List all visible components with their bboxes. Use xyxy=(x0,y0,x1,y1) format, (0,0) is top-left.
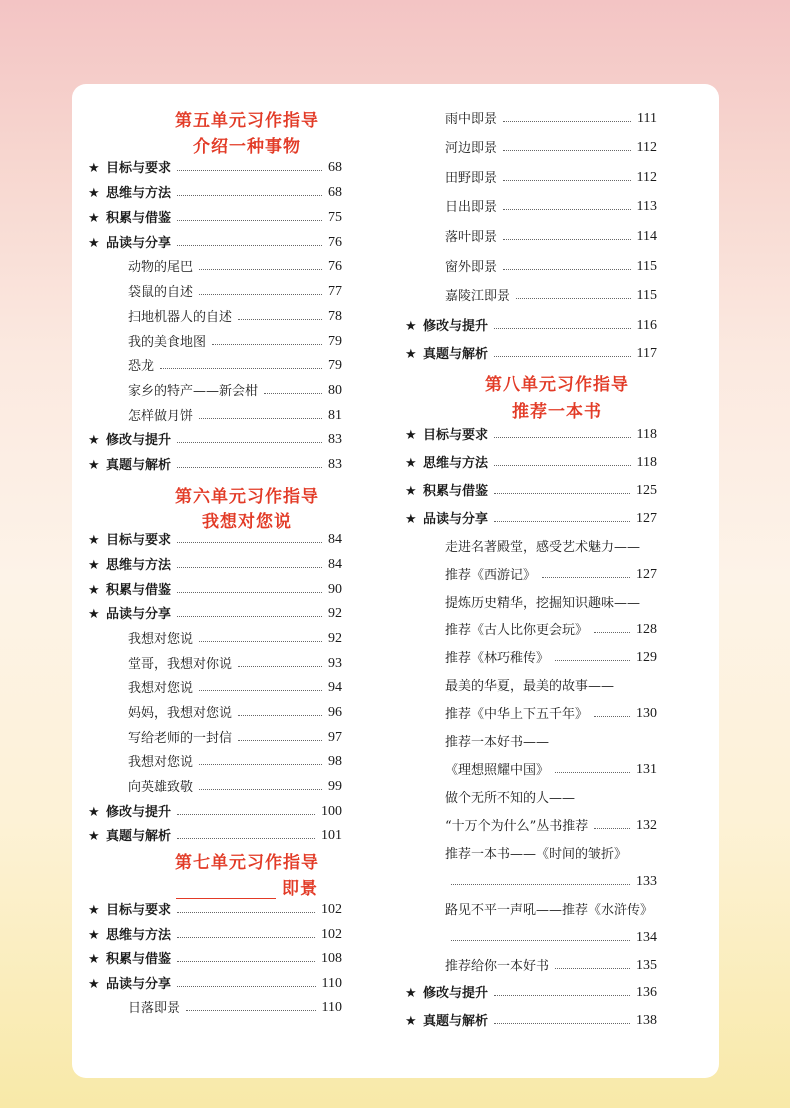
toc-entry[interactable]: 日落即景 110 xyxy=(128,1000,342,1016)
toc-entry[interactable]: 推荐《中华上下五千年》 130 xyxy=(445,706,657,722)
toc-entry[interactable]: 袋鼠的自述 77 xyxy=(128,284,342,300)
toc-entry[interactable]: ★ 思维与方法 118 xyxy=(405,455,657,471)
toc-entry[interactable]: 推荐《林巧稚传》 129 xyxy=(445,650,657,666)
toc-entry[interactable]: 我的美食地图 79 xyxy=(128,334,342,350)
toc-entry[interactable]: 田野即景 112 xyxy=(445,170,657,186)
toc-card xyxy=(72,84,719,1078)
star-icon: ★ xyxy=(88,533,100,548)
toc-entry[interactable]: ★ 积累与借鉴 90 xyxy=(88,582,342,598)
star-icon: ★ xyxy=(88,211,100,226)
unit6-subheading: 我想对您说 xyxy=(202,512,292,532)
star-icon: ★ xyxy=(88,928,100,943)
star-icon: ★ xyxy=(88,829,100,844)
star-icon: ★ xyxy=(405,512,417,527)
star-icon: ★ xyxy=(88,903,100,918)
star-icon: ★ xyxy=(88,236,100,251)
toc-entry[interactable]: 推荐给你一本好书 135 xyxy=(445,958,657,974)
toc-entry[interactable]: ★ 思维与方法 68 xyxy=(88,185,342,201)
toc-entry[interactable]: 怎样做月饼 81 xyxy=(128,408,342,424)
star-icon: ★ xyxy=(88,583,100,598)
unit7-heading: 第七单元习作指导 xyxy=(175,853,319,873)
star-icon: ★ xyxy=(405,456,417,471)
toc-entry[interactable]: ★ 品读与分享 76 xyxy=(88,235,342,251)
toc-entry[interactable]: 落叶即景 114 xyxy=(445,229,657,245)
toc-entry[interactable]: 我想对您说 94 xyxy=(128,680,342,696)
toc-entry-line[interactable]: 走进名著殿堂，感受艺术魅力—— xyxy=(445,540,641,555)
toc-entry[interactable]: 我想对您说 92 xyxy=(128,631,342,647)
star-icon: ★ xyxy=(88,186,100,201)
toc-entry[interactable]: 134 xyxy=(445,922,657,946)
toc-entry[interactable]: ★ 品读与分享 110 xyxy=(88,976,342,992)
toc-entry[interactable]: ★ 积累与借鉴 125 xyxy=(405,483,657,499)
toc-entry[interactable]: ★ 目标与要求 118 xyxy=(405,427,657,443)
unit8-subheading: 推荐一本书 xyxy=(512,402,602,422)
toc-entry[interactable]: ★ 思维与方法 102 xyxy=(88,927,342,943)
toc-entry[interactable]: ★ 修改与提升 136 xyxy=(405,985,657,1001)
toc-entry[interactable]: ★ 目标与要求 102 xyxy=(88,902,342,918)
toc-entry[interactable]: ★ 修改与提升 100 xyxy=(88,804,342,820)
toc-entry[interactable]: ★ 修改与提升 116 xyxy=(405,318,657,334)
toc-entry[interactable]: 写给老师的一封信 97 xyxy=(128,730,342,746)
toc-entry[interactable]: 河边即景 112 xyxy=(445,140,657,156)
toc-entry[interactable]: 堂哥，我想对你说 93 xyxy=(128,656,342,672)
toc-entry-line[interactable]: 最美的华夏，最美的故事—— xyxy=(445,679,615,694)
star-icon: ★ xyxy=(88,952,100,967)
star-icon: ★ xyxy=(88,458,100,473)
star-icon: ★ xyxy=(405,986,417,1001)
star-icon: ★ xyxy=(88,805,100,820)
toc-entry[interactable]: 恐龙 79 xyxy=(128,358,342,374)
toc-entry-line[interactable]: 推荐一本书——《时间的皱折》 xyxy=(445,847,628,862)
toc-entry[interactable]: ★ 积累与借鉴 108 xyxy=(88,951,342,967)
unit7-subheading: 即景 xyxy=(102,874,392,899)
unit8-heading: 第八单元习作指导 xyxy=(485,375,629,395)
toc-entry[interactable]: ★ 真题与解析 83 xyxy=(88,457,342,473)
toc-entry[interactable]: ★ 真题与解析 138 xyxy=(405,1013,657,1029)
unit6-heading: 第六单元习作指导 xyxy=(175,487,319,507)
star-icon: ★ xyxy=(88,558,100,573)
toc-entry[interactable]: ★ 思维与方法 84 xyxy=(88,557,342,573)
star-icon: ★ xyxy=(88,607,100,622)
toc-entry[interactable]: 扫地机器人的自述 78 xyxy=(128,309,342,325)
toc-entry[interactable]: ★ 积累与借鉴 75 xyxy=(88,210,342,226)
toc-entry-line[interactable]: 提炼历史精华，挖掘知识趣味—— xyxy=(445,596,641,611)
toc-entry[interactable]: ★ 品读与分享 127 xyxy=(405,511,657,527)
toc-entry[interactable]: 133 xyxy=(445,866,657,890)
star-icon: ★ xyxy=(405,319,417,334)
toc-entry[interactable]: 嘉陵江即景 115 xyxy=(445,288,657,304)
toc-entry[interactable]: 雨中即景 111 xyxy=(445,111,657,127)
unit5-heading: 第五单元习作指导 xyxy=(175,111,319,131)
star-icon: ★ xyxy=(405,428,417,443)
toc-entry-line[interactable]: 做个无所不知的人—— xyxy=(445,791,576,806)
toc-entry[interactable]: “十万个为什么”丛书推荐 132 xyxy=(445,818,657,834)
toc-entry[interactable]: 推荐《古人比你更会玩》 128 xyxy=(445,622,657,638)
toc-entry[interactable]: ★ 品读与分享 92 xyxy=(88,606,342,622)
toc-entry[interactable]: ★ 修改与提升 83 xyxy=(88,432,342,448)
star-icon: ★ xyxy=(405,484,417,499)
unit5-subheading: 介绍一种事物 xyxy=(193,137,301,157)
toc-entry[interactable]: ★ 真题与解析 101 xyxy=(88,828,342,844)
toc-entry[interactable]: ★ 真题与解析 117 xyxy=(405,346,657,362)
star-icon: ★ xyxy=(88,977,100,992)
toc-entry[interactable]: 推荐《西游记》 127 xyxy=(445,567,657,583)
toc-entry[interactable]: 家乡的特产——新会柑 80 xyxy=(128,383,342,399)
star-icon: ★ xyxy=(88,433,100,448)
toc-entry[interactable]: 向英雄致敬 99 xyxy=(128,779,342,795)
star-icon: ★ xyxy=(405,347,417,362)
toc-entry[interactable]: ★ 目标与要求 68 xyxy=(88,160,342,176)
toc-entry-line[interactable]: 推荐一本好书—— xyxy=(445,735,550,750)
toc-entry[interactable]: ★ 目标与要求 84 xyxy=(88,532,342,548)
toc-entry[interactable]: 《理想照耀中国》 131 xyxy=(445,762,657,778)
toc-entry[interactable]: 窗外即景 115 xyxy=(445,259,657,275)
toc-entry[interactable]: 日出即景 113 xyxy=(445,199,657,215)
toc-entry[interactable]: 我想对您说 98 xyxy=(128,754,342,770)
star-icon: ★ xyxy=(405,1014,417,1029)
star-icon: ★ xyxy=(88,161,100,176)
toc-entry[interactable]: 妈妈，我想对您说 96 xyxy=(128,705,342,721)
toc-entry[interactable]: 动物的尾巴 76 xyxy=(128,259,342,275)
toc-entry-line[interactable]: 路见不平一声吼——推荐《水浒传》 xyxy=(445,903,654,918)
